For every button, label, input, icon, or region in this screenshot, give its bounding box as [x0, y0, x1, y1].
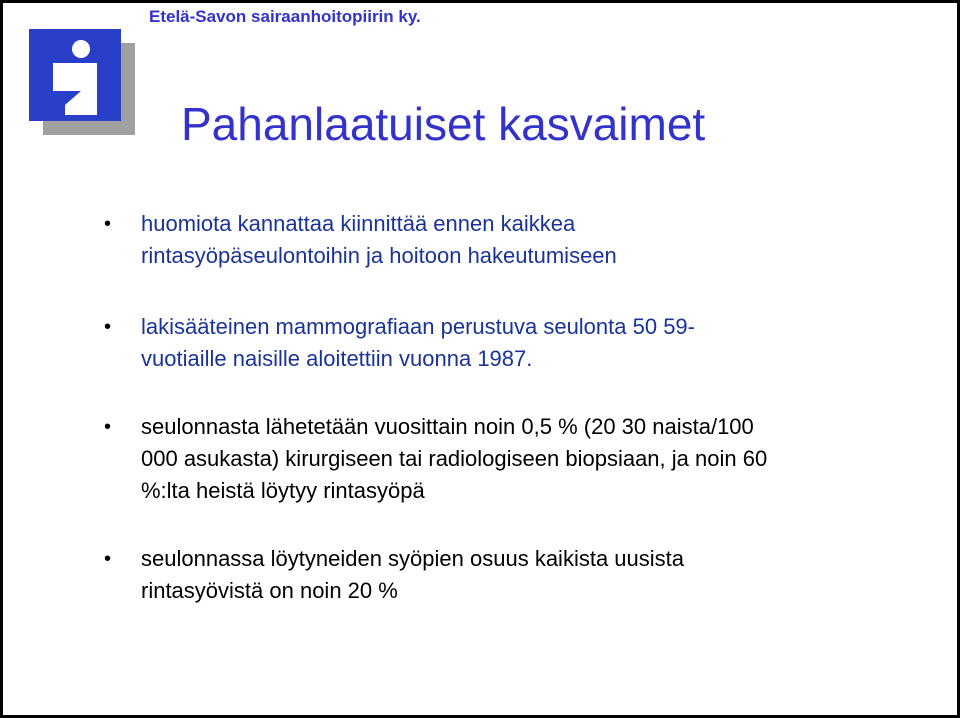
slide-title: Pahanlaatuiset kasvaimet — [181, 98, 706, 150]
logo-white-block — [53, 63, 81, 91]
bullet-item: • huomiota kannattaa kiinnittää ennen kaikkea rintasyöpäseulontoihin ja hoitoon hakeutumiseen — [101, 208, 921, 272]
bullet-item: • seulonnassa löytyneiden syöpien osuus kaikista uusista rintasyövistä on noin 20 % — [101, 543, 921, 607]
bullet-item: • seulonnasta lähetetään vuosittain noin 0,5 % (20 30 naista/100 000 asukasta) kirurgiseen tai radiologiseen biopsiaan, ja noin 60 %:lta heistä löytyy rintasyöpä — [101, 411, 921, 507]
logo-corner — [29, 91, 53, 121]
logo-dot — [72, 40, 90, 58]
organization-name: Etelä-Savon sairaanhoitopiirin ky. — [149, 7, 421, 26]
bullet-list — [101, 208, 921, 607]
bullet-item: • lakisääteinen mammografiaan perustuva seulonta 50 59- vuotiaille naisille aloitettiin vuonna 1987. — [101, 311, 921, 375]
esshp-logo-icon — [29, 29, 139, 139]
